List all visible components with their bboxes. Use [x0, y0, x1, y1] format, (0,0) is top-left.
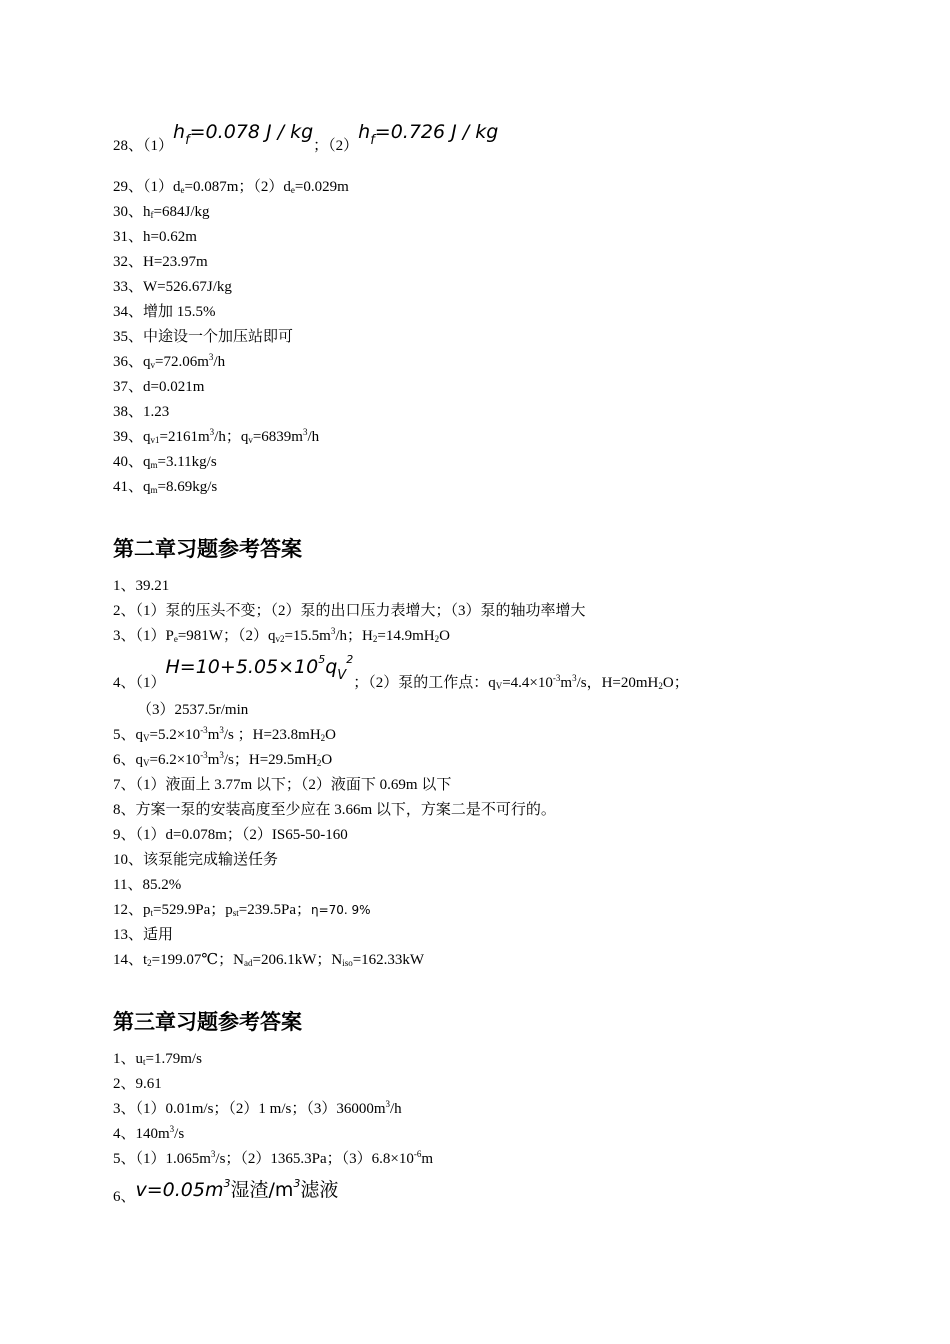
ch2-answer-1: 1、39.21	[113, 578, 170, 594]
answer-28	[113, 121, 499, 155]
ch3-answer-6: 6、$v=0.05m^3$湿渣$/m^3$滤液	[113, 1177, 339, 1205]
answer-33: 33、W=526.67J/kg	[113, 279, 232, 295]
answer-31: 31、h=0.62m	[113, 229, 197, 245]
answer-35: 35、中途设一个加压站即可	[113, 329, 294, 345]
ch2-answer-4-cont: （3）2537.5r/min	[137, 702, 249, 718]
ch2-answer-8: 8、方案一泵的安装高度至少应在 3.66m 以下，方案二是不可行的。	[113, 802, 556, 818]
answer-37: 37、d=0.021m	[113, 379, 205, 395]
answer-38: 38、1.23	[113, 404, 170, 420]
ch2-answer-2: 2、（1）泵的压头不变；（2）泵的出口压力表增大；（3）泵的轴功率增大	[113, 603, 586, 619]
chapter-2-heading: 第二章习题参考答案	[113, 537, 302, 561]
answer-30: 30、$h_f=684J/kg$	[113, 204, 210, 220]
answer-40: 40、$q_m=3.11kg/s$	[113, 454, 217, 470]
ch2-answer-3: 3、$(1)P_e=981W$；$(2)q_{v2}=15.5m^3/h$；$H_2=14.9mH_2O$	[113, 626, 450, 644]
answer-32: 32、H=23.97m	[113, 254, 208, 270]
equation-hf-1: $h_f=0.078$ J / kg	[173, 121, 314, 148]
ch2-answer-13: 13、适用	[113, 927, 174, 943]
ch2-answer-4: 4、$(1)H=10+5.05\times 10^5q_V^2$；（2）泵的工作点：$q_V=4.4\times 10^{-3}m^3/s$，$H=20mH_2O$；	[113, 653, 689, 691]
ch2-answer-12: 12、$p_t=529.9Pa$；$p_{st}=239.5Pa$；η=70. 9%	[113, 902, 371, 918]
ch2-answer-14: 14、$t_2=199.07℃$；$N_{ad}=206.1kW$；$N_{iso}=162.33kW$	[113, 952, 425, 968]
ch2-answer-7: 7、（1）液面上 3.77m 以下；（2）液面下 0.69m 以下	[113, 777, 452, 793]
equation-cake-ratio: $v=0.05m^3$湿渣$/m^3$滤液	[135, 1177, 339, 1201]
ch2-answer-5: 5、$q_V=5.2\times 10^{-3}m^3/s$ ；$H=23.8mH_2O$	[113, 725, 337, 743]
answer-29: 29、$(1)d_e=0.087m$；$(2)d_e=0.029m$	[113, 179, 349, 195]
ch3-answer-1: 1、$u_t=1.79m/s$	[113, 1051, 202, 1067]
answer-36: 36、$q_v=72.06m^3/h$	[113, 352, 226, 370]
equation-hf-2: $h_f=0.726$ J / kg	[358, 121, 499, 148]
ch3-answer-4: 4、$140m^3/s$	[113, 1124, 185, 1142]
ch3-answer-2: 2、9.61	[113, 1076, 162, 1092]
ch3-answer-5: 5、$(1)1.065m^3/s$；（2）1365.3Pa；$(3)6.8\times 10^{-6}m$	[113, 1149, 434, 1167]
ch2-answer-10: 10、该泵能完成输送任务	[113, 852, 279, 868]
chapter-3-heading: 第三章习题参考答案	[113, 1010, 302, 1034]
answer-34: 34、增加 15.5%	[113, 304, 216, 320]
ch2-answer-6: 6、$q_V=6.2\times 10^{-3}m^3/s$；$H=29.5mH_2O$	[113, 750, 333, 768]
ch2-answer-9: 9、（1）d=0.078m；（2）IS65-50-160	[113, 827, 348, 843]
equation-pump-curve: $H=10+5.05\times 10^5q_V^2$	[165, 653, 354, 683]
ch2-answer-11: 11、85.2%	[113, 877, 182, 893]
answer-28-prefix: 28、（1）	[113, 138, 174, 154]
answer-39: 39、$q_{v1}=2161m^3/h$；$q_v=6839m^3/h$	[113, 427, 320, 445]
ch3-answer-3: 3、（1）0.01m/s；（2）1 m/s；$(3)36000m^3/h$	[113, 1099, 402, 1117]
answer-28-separator: ；（2）	[313, 138, 359, 154]
answer-41: 41、$q_m=8.69kg/s$	[113, 479, 218, 495]
